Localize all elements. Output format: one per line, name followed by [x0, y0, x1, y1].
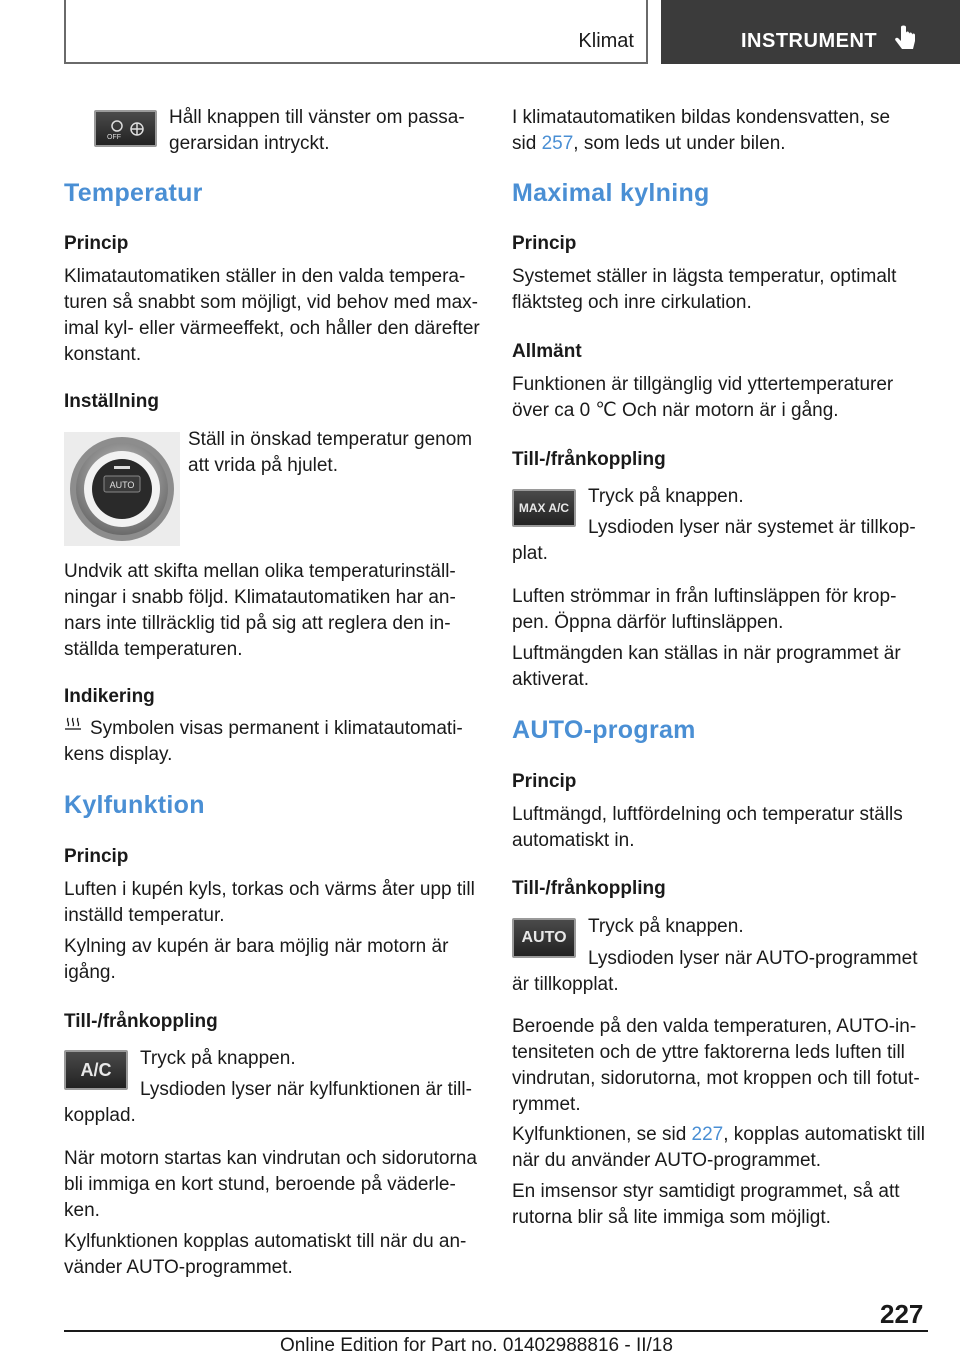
page-link-227[interactable]: 227 [691, 1124, 724, 1145]
allmant-heading: Allmänt [512, 341, 582, 362]
auto-princip-heading: Princip [512, 771, 577, 792]
page-number: 227 [880, 1299, 924, 1329]
auto-lysdiod-text: Lysdioden lyser när AUTO-programmet är tillkopplat. [512, 948, 918, 995]
kyl-princip-heading: Princip [64, 846, 129, 867]
max-princip-text: Systemet ställer in lägsta temperatur, optimalt fläktsteg och inre cirkulation. [512, 266, 897, 313]
intro-text: Håll knappen till vänster om passa‐ gerarsidan intryckt. [169, 107, 465, 154]
maximal-kylning-heading: Maximal kylning [512, 179, 710, 207]
page-link-257[interactable]: 257 [541, 133, 574, 154]
temperatur-heading: Temperatur [64, 179, 203, 207]
auto-tryck-text: Tryck på knappen. [588, 916, 744, 937]
auto-kyl-text [512, 1122, 932, 1174]
header-chapter-label: INSTRUMENT [741, 30, 878, 52]
auto-kyl-text-b: , kopplas automatiskt till när du använder AUTO-programmet. [512, 1124, 925, 1171]
kyl-lysdiod-text: Lysdioden lyser när kylfunktionen är till‐ kopplad. [64, 1079, 472, 1126]
ac-button-label: A/C [80, 1059, 112, 1080]
max-tryck-text: Tryck på knappen. [588, 486, 744, 507]
kyl-auto-text: Kylfunktionen kopplas automatiskt till när du an‐ vänder AUTO-programmet. [64, 1231, 467, 1278]
kondens-text-c: , som leds ut under bilen. [573, 133, 786, 154]
header-section-box [64, 0, 648, 64]
auto-imsensor-text: En imsensor styr samtidigt programmet, så att rutorna blir så lite immiga som möjligt. [512, 1181, 900, 1228]
kondens-text-a: I klimatautomatiken bildas kondensvatten, se [512, 107, 891, 128]
kondens-text-b: sid [512, 133, 542, 154]
max-mangd-text: Luftmängden kan ställas in när programmet är aktiverat. [512, 643, 901, 690]
installning-heading: Inställning [64, 391, 159, 412]
undvik-text: Undvik att skifta mellan olika temperaturinställ‐ ningar i snabb följd. Klimatautomatiken har an‐ nars inte tillräcklig tid på sig att reglera den in‐ ställda temperaturen. [64, 561, 456, 660]
auto-program-heading: AUTO-program [512, 716, 696, 744]
max-till-heading: Till-/frånkoppling [512, 449, 666, 470]
fan-off-button-icon [94, 110, 157, 147]
auto-princip-text: Luftmängd, luftfördelning och temperatur ställs automatiskt in. [512, 804, 903, 851]
max-lysdiod-text: Lysdioden lyser när systemet är tillkop‐ plat. [512, 517, 916, 564]
indikering-text: Symbolen visas permanent i klimatautomati‐ kens display. [64, 718, 463, 765]
auto-button-label: AUTO [521, 929, 567, 946]
auto-till-heading: Till-/frånkoppling [512, 878, 666, 899]
temperature-knob-image [64, 432, 180, 546]
kyl-till-heading: Till-/frånkoppling [64, 1011, 218, 1032]
indikering-heading: Indikering [64, 686, 155, 707]
installning-text: Ställ in önskad temperatur genom att vrida på hjulet. [188, 429, 473, 476]
kylfunktion-heading: Kylfunktion [64, 791, 205, 819]
hand-pointer-icon [893, 25, 917, 55]
auto-beroende-text: Beroende på den valda temperaturen, AUTO-in‐ tensiteten och de yttre faktorerna leds luften till vindrutan, sidorutorna, mot kroppen och till fotut‐ rymmet. [512, 1016, 920, 1115]
kyl-tryck-text: Tryck på knappen. [140, 1048, 296, 1069]
kyl-princip-text-2: Kylning av kupén är bara möjlig när motorn är igång. [64, 936, 449, 983]
allmant-text: Funktionen är tillgänglig vid yttertemperaturer över ca 0 ℃ Och när motorn är i gång. [512, 374, 894, 421]
knob-auto-label: AUTO [109, 480, 135, 490]
auto-kyl-text-a: Kylfunktionen, se sid [512, 1124, 692, 1145]
header-section-label: Klimat [578, 30, 634, 52]
max-luft-text: Luften strömmar in från luftinsläppen för krop‐ pen. Öppna därför luftinsläppen. [512, 586, 897, 633]
kyl-motor-text: När motorn startas kan vindrutan och sidorutorna bli immiga en kort stund, beroende på väderle‐ ken. [64, 1148, 477, 1221]
kondens-text [512, 105, 890, 157]
svg-text:OFF: OFF [106, 133, 121, 141]
max-princip-heading: Princip [512, 233, 577, 254]
max-ac-button-label: MAX A/C [518, 501, 570, 515]
kyl-princip-text-1: Luften i kupén kyls, torkas och värms åter upp till inställd temperatur. [64, 879, 475, 926]
footer-edition: Online Edition for Part no. 01402988816 - II/18 [280, 1335, 673, 1356]
footer-divider [64, 1330, 928, 1332]
header-chapter-box [661, 0, 960, 64]
princip-text: Klimatautomatiken ställer in den valda tempera‐ turen så snabbt som möjligt, vid behov med max‐ imal kyl- eller värmeeffekt, och håller den därefter konstant. [64, 266, 480, 365]
princip-heading: Princip [64, 233, 129, 254]
